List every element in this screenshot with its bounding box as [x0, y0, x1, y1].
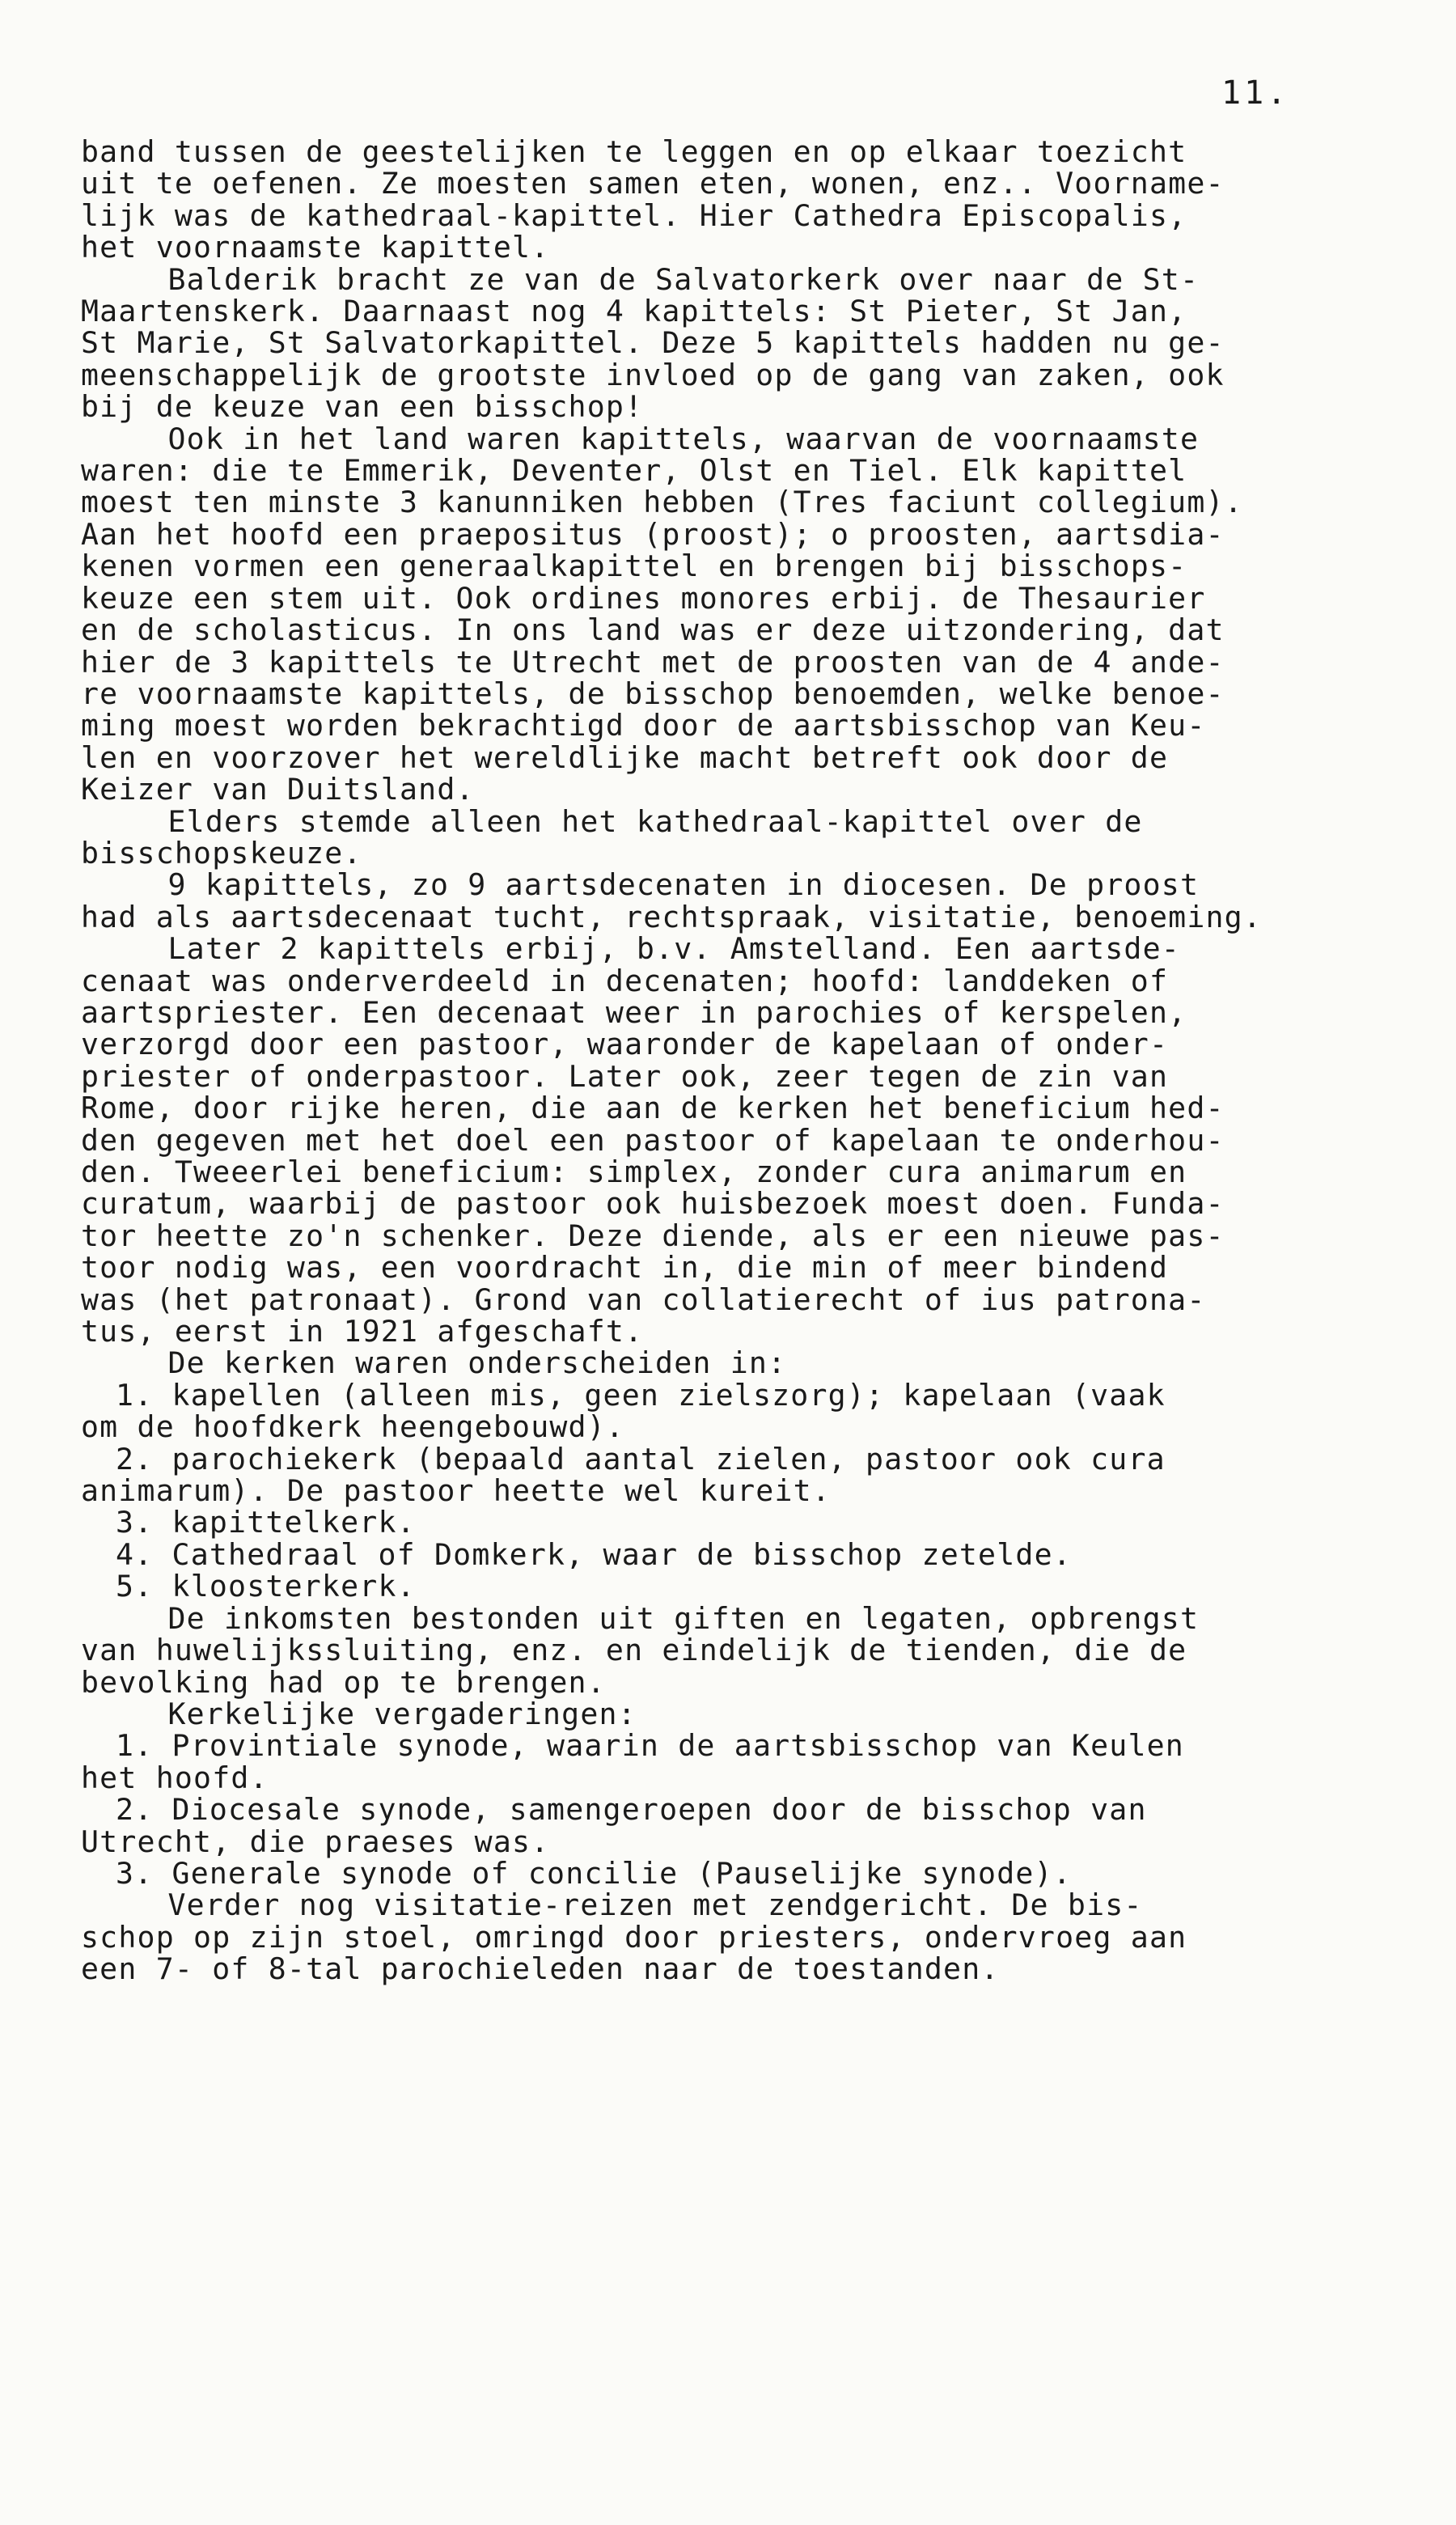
text-line: uit te oefenen. Ze moesten samen eten, wonen, enz.. Voorname-	[81, 166, 1225, 201]
text-line: 2. parochiekerk (bepaald aantal zielen, pastoor ook cura	[116, 1441, 1166, 1476]
text-line: St Marie, St Salvatorkapittel. Deze 5 kapittels hadden nu ge-	[81, 325, 1225, 361]
text-line: lijk was de kathedraal-kapittel. Hier Cathedra Episcopalis,	[81, 197, 1187, 233]
text-line: len en voorzover het wereldlijke macht betreft ook door de	[81, 739, 1169, 775]
text-line: tus, eerst in 1921 afgeschaft.	[81, 1314, 644, 1349]
text-line: re voornaamste kapittels, de bisschop benoemden, welke benoe-	[81, 676, 1225, 711]
text-line: waren: die te Emmerik, Deventer, Olst en Tiel. Elk kapittel	[81, 453, 1187, 489]
text-line: ming moest worden bekrachtigd door de aartsbisschop van Keu-	[81, 708, 1206, 744]
text-line: tor heette zo'n schenker. Deze diende, als er een nieuwe pas-	[81, 1218, 1225, 1253]
text-line: 5. kloosterkerk.	[116, 1569, 416, 1604]
text-line: Kerkelijke vergaderingen:	[167, 1696, 637, 1731]
page-text	[81, 136, 1391, 1985]
text-line: toor nodig was, een voordracht in, die min of meer bindend	[81, 1250, 1169, 1286]
text-line: een 7- of 8-tal parochieleden naar de toestanden.	[81, 1951, 1000, 1987]
text-line: meenschappelijk de grootste invloed op de gang van zaken, ook	[81, 357, 1225, 392]
page-number: 11.	[1221, 74, 1290, 112]
text-line: cenaat was onderverdeeld in decenaten; hoofd: landdeken of	[81, 963, 1169, 998]
text-line: moest ten minste 3 kanunniken hebben (Tres faciunt collegium).	[81, 485, 1243, 520]
text-line: Aan het hoofd een praepositus (proost); o proosten, aartsdia-	[81, 516, 1225, 552]
text-line: 3. kapittelkerk.	[116, 1505, 416, 1540]
text-line: bisschopskeuze.	[81, 835, 362, 871]
text-line: 1. kapellen (alleen mis, geen zielszorg); kapelaan (vaak	[116, 1377, 1166, 1413]
text-line: 1. Provintiale synode, waarin de aartsbisschop van Keulen	[116, 1728, 1184, 1764]
text-line: bevolking had op te brengen.	[81, 1664, 606, 1700]
text-line: het voornaamste kapittel.	[81, 230, 550, 265]
text-line: bij de keuze van een bisschop!	[81, 389, 644, 425]
text-line: het hoofd.	[81, 1760, 269, 1795]
text-line: aartspriester. Een decenaat weer in parochies of kerspelen,	[81, 994, 1187, 1030]
text-line: kenen vormen een generaalkapittel en brengen bij bisschops-	[81, 549, 1187, 584]
text-line: van huwelijkssluiting, enz. en eindelijk de tienden, die de	[81, 1633, 1187, 1668]
text-line: Later 2 kapittels erbij, b.v. Amstelland. Een aartsde-	[167, 931, 1180, 967]
text-line: Utrecht, die praeses was.	[81, 1824, 550, 1859]
text-line: had als aartsdecenaat tucht, rechtspraak, visitatie, benoeming.	[81, 899, 1263, 934]
text-line: 9 kapittels, zo 9 aartsdecenaten in diocesen. De proost	[167, 867, 1200, 903]
text-line: Ook in het land waren kapittels, waarvan de voornaamste	[167, 421, 1200, 456]
text-line: Maartenskerk. Daarnaast nog 4 kapittels: St Pieter, St Jan,	[81, 294, 1187, 329]
text-line: hier de 3 kapittels te Utrecht met de proosten van de 4 ande-	[81, 644, 1225, 680]
text-line: animarum). De pastoor heette wel kureit.	[81, 1473, 831, 1509]
text-line: om de hoofdkerk heengebouwd).	[81, 1409, 625, 1445]
text-line: band tussen de geestelijken te leggen en op elkaar toezicht	[81, 134, 1187, 169]
text-line: den gegeven met het doel een pastoor of kapelaan te onderhou-	[81, 1122, 1225, 1158]
text-line: curatum, waarbij de pastoor ook huisbezoek moest doen. Funda-	[81, 1186, 1225, 1222]
text-line: Verder nog visitatie-reizen met zendgericht. De bis-	[167, 1887, 1143, 1923]
text-line: den. Tweeerlei beneficium: simplex, zonder cura animarum en	[81, 1154, 1187, 1189]
text-line: 2. Diocesale synode, samengeroepen door de bisschop van	[116, 1792, 1147, 1828]
text-line: 4. Cathedraal of Domkerk, waar de bisschop zetelde.	[116, 1536, 1072, 1572]
text-line: De kerken waren onderscheiden in:	[167, 1345, 787, 1381]
text-line: De inkomsten bestonden uit giften en legaten, opbrengst	[167, 1600, 1200, 1636]
text-line: Keizer van Duitsland.	[81, 772, 475, 807]
text-line: schop op zijn stoel, omringd door priesters, ondervroeg aan	[81, 1919, 1187, 1955]
text-line: Elders stemde alleen het kathedraal-kapittel over de	[167, 803, 1143, 839]
text-line: Balderik bracht ze van de Salvatorkerk over naar de St-	[167, 261, 1200, 297]
text-line: en de scholasticus. In ons land was er deze uitzondering, dat	[81, 612, 1225, 648]
text-line: verzorgd door een pastoor, waaronder de kapelaan of onder-	[81, 1027, 1169, 1062]
text-line: keuze een stem uit. Ook ordines monores erbij. de Thesaurier	[81, 580, 1206, 616]
text-line: Rome, door rijke heren, die aan de kerken het beneficium hed-	[81, 1091, 1225, 1126]
text-line: priester of onderpastoor. Later ook, zeer tegen de zin van	[81, 1058, 1169, 1094]
text-line: 3. Generale synode of concilie (Pauselijke synode).	[116, 1855, 1072, 1891]
text-line: was (het patronaat). Grond van collatierecht of ius patrona-	[81, 1282, 1206, 1317]
